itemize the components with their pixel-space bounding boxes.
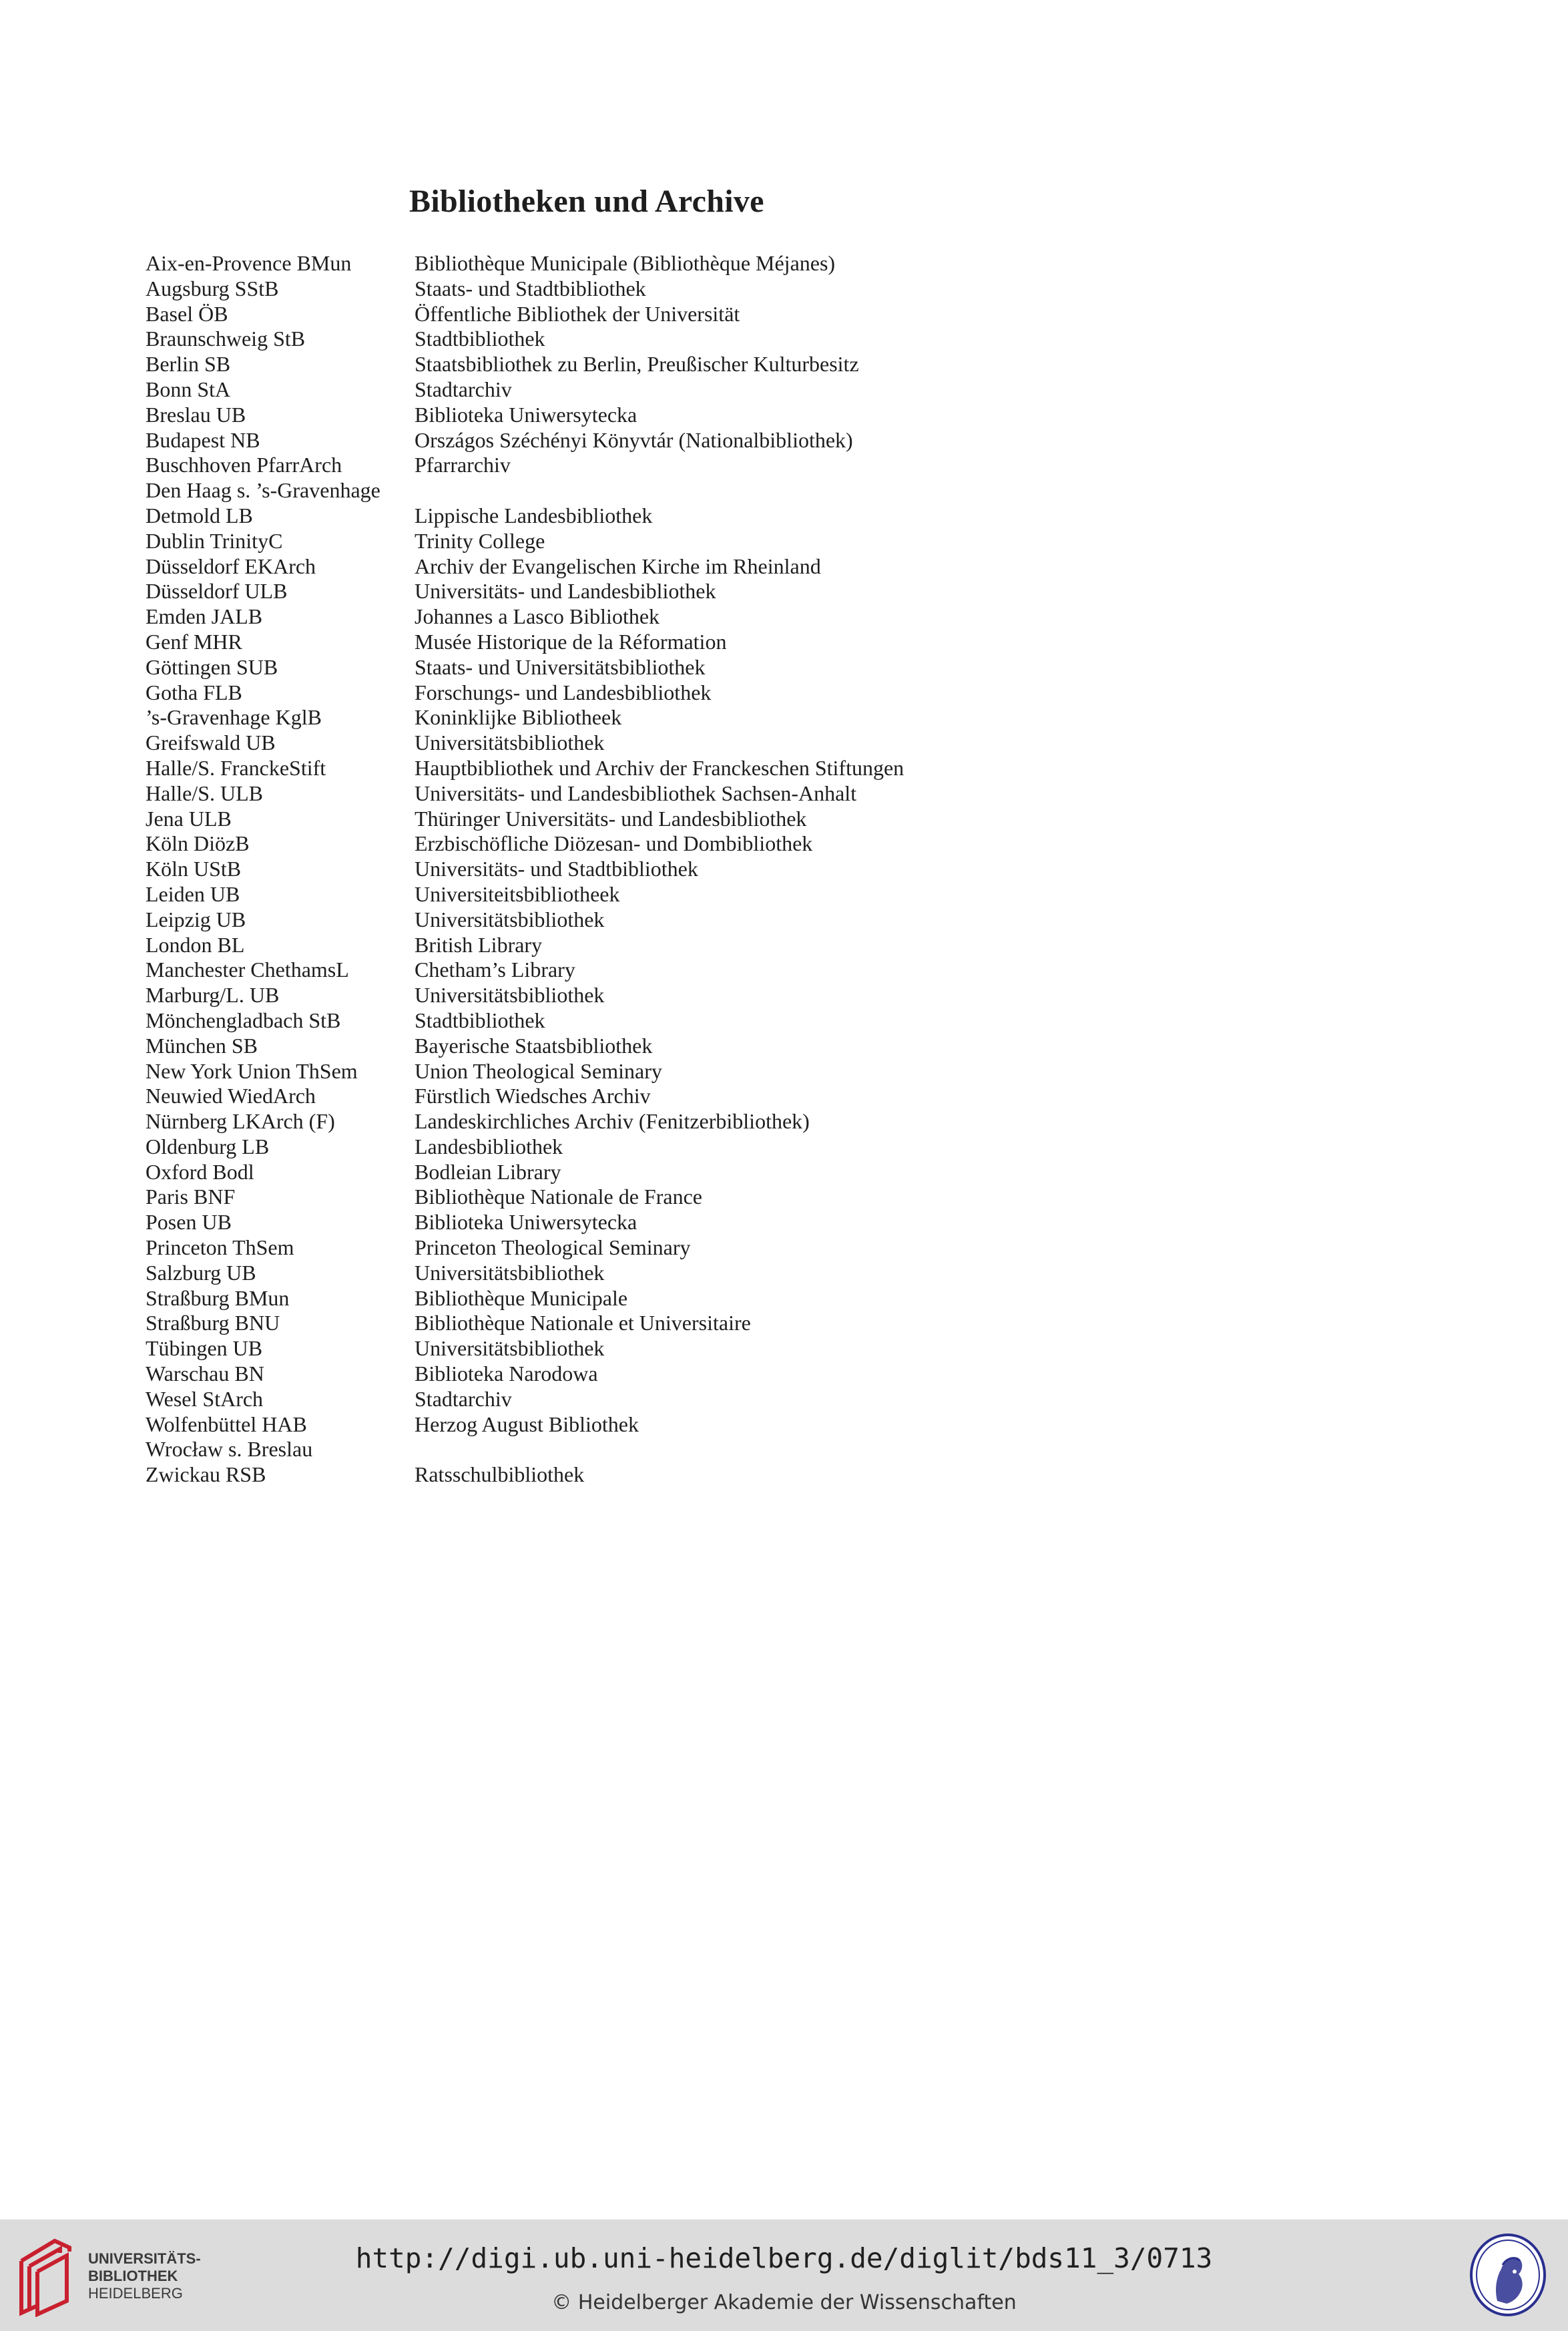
list-item [146, 1134, 1280, 1160]
library-abbreviation: Salzburg UB [146, 1260, 256, 1285]
library-full-name: Staatsbibliothek zu Berlin, Preußischer Kulturbesitz [415, 352, 859, 377]
library-abbreviation: Zwickau RSB [146, 1462, 266, 1487]
list-item [146, 503, 1280, 529]
footer-bar [0, 2219, 1568, 2331]
library-abbreviation: Budapest NB [146, 427, 260, 452]
library-full-name: Országos Széchényi Könyvtár (Nationalbibliothek) [415, 427, 853, 452]
logo-line-1: UNIVERSITÄTS- [88, 2250, 201, 2267]
list-item [146, 983, 1280, 1008]
list-item [146, 630, 1280, 655]
list-item [146, 1286, 1280, 1311]
library-abbreviation: Oxford Bodl [146, 1159, 254, 1184]
list-item [146, 1185, 1280, 1210]
library-full-name: Bayerische Staatsbibliothek [415, 1033, 653, 1058]
list-item [146, 958, 1280, 983]
library-abbreviation: Buschhoven PfarrArch [146, 453, 342, 477]
library-abbreviation: London BL [146, 932, 245, 957]
list-item [146, 251, 1280, 276]
library-abbreviation: Nürnberg LKArch (F) [146, 1109, 335, 1134]
page-title: Bibliotheken und Archive [409, 184, 764, 220]
library-full-name: Bibliothèque Nationale de France [415, 1185, 702, 1209]
library-abbreviation: Basel ÖB [146, 301, 228, 326]
library-abbreviation: Genf MHR [146, 629, 242, 654]
library-abbreviation: Dublin TrinityC [146, 528, 283, 553]
library-abbreviation: Jena ULB [146, 806, 232, 831]
library-abbreviation: Leiden UB [146, 881, 240, 906]
list-item [146, 302, 1280, 327]
list-item [146, 276, 1280, 302]
library-full-name: Union Theological Seminary [415, 1058, 662, 1083]
list-item [146, 579, 1280, 604]
library-abbreviation: Neuwied WiedArch [146, 1084, 316, 1108]
list-item [146, 1387, 1280, 1412]
library-full-name: Universitäts- und Landesbibliothek [415, 579, 716, 604]
library-list [146, 251, 1280, 1488]
library-full-name: Universitätsbibliothek [415, 983, 605, 1008]
library-full-name: Thüringer Universitäts- und Landesbibliothek [415, 806, 807, 831]
library-full-name: Bodleian Library [415, 1159, 561, 1184]
library-abbreviation: Bonn StA [146, 377, 231, 401]
list-item [146, 807, 1280, 832]
library-abbreviation: Oldenburg LB [146, 1134, 270, 1158]
library-full-name: Stadtbibliothek [415, 1008, 545, 1032]
library-abbreviation: Gotha FLB [146, 680, 242, 704]
library-abbreviation: Halle/S. FranckeStift [146, 755, 326, 780]
library-full-name: Erzbischöfliche Diözesan- und Dombibliothek [415, 831, 813, 856]
library-abbreviation: Warschau BN [146, 1361, 264, 1386]
list-item [146, 1034, 1280, 1059]
list-item [146, 831, 1280, 857]
library-full-name: Koninklijke Bibliotheek [415, 705, 622, 730]
library-full-name: British Library [415, 932, 543, 957]
library-full-name: Bibliothèque Municipale (Bibliothèque Méjanes) [415, 251, 836, 275]
list-item [146, 655, 1280, 680]
library-full-name: Stadtarchiv [415, 377, 512, 401]
library-full-name: Bibliothèque Nationale et Universitaire [415, 1311, 751, 1335]
library-abbreviation: Aix-en-Provence BMun [146, 251, 352, 275]
list-item [146, 730, 1280, 756]
library-abbreviation: Manchester ChethamsL [146, 958, 349, 982]
library-full-name: Fürstlich Wiedsches Archiv [415, 1084, 651, 1108]
library-abbreviation: Princeton ThSem [146, 1235, 294, 1260]
list-item [146, 705, 1280, 730]
library-full-name: Landesbibliothek [415, 1134, 563, 1158]
list-item [146, 1361, 1280, 1387]
library-abbreviation: Braunschweig StB [146, 327, 306, 351]
library-abbreviation: Halle/S. ULB [146, 781, 263, 805]
library-abbreviation: Tübingen UB [146, 1336, 263, 1361]
list-item [146, 377, 1280, 403]
library-full-name: Universitätsbibliothek [415, 1336, 605, 1361]
list-item [146, 857, 1280, 882]
library-abbreviation: Köln UStB [146, 857, 242, 881]
library-full-name: Princeton Theological Seminary [415, 1235, 691, 1260]
library-full-name: Universitäts- und Stadtbibliothek [415, 857, 698, 881]
library-full-name: Stadtarchiv [415, 1386, 512, 1411]
list-item [146, 403, 1280, 428]
list-item [146, 428, 1280, 453]
library-abbreviation: Mönchengladbach StB [146, 1008, 341, 1032]
library-full-name: Chetham’s Library [415, 958, 575, 982]
list-item [146, 529, 1280, 554]
library-abbreviation: ’s-Gravenhage KglB [146, 705, 322, 730]
library-abbreviation: Greifswald UB [146, 730, 276, 755]
list-item [146, 1160, 1280, 1185]
library-full-name: Musée Historique de la Réformation [415, 629, 727, 654]
library-abbreviation: Straßburg BMun [146, 1285, 290, 1310]
library-abbreviation: Detmold LB [146, 503, 253, 527]
library-abbreviation: Düsseldorf ULB [146, 579, 288, 604]
library-full-name: Staats- und Stadtbibliothek [415, 276, 646, 300]
library-abbreviation: Wesel StArch [146, 1386, 264, 1411]
library-full-name: Lippische Landesbibliothek [415, 503, 653, 527]
library-full-name: Öffentliche Bibliothek der Universität [415, 301, 740, 326]
library-full-name: Archiv der Evangelischen Kirche im Rheinland [415, 554, 821, 578]
list-item [146, 1311, 1280, 1336]
library-abbreviation: Leipzig UB [146, 907, 246, 931]
list-item [146, 1235, 1280, 1261]
list-item [146, 882, 1280, 907]
list-item [146, 1008, 1280, 1034]
logo-line-2: BIBLIOTHEK [88, 2268, 178, 2284]
library-full-name: Ratsschulbibliothek [415, 1462, 585, 1487]
library-abbreviation: Posen UB [146, 1210, 232, 1235]
library-full-name: Herzog August Bibliothek [415, 1412, 639, 1436]
library-full-name: Staats- und Universitätsbibliothek [415, 654, 706, 679]
library-full-name: Stadtbibliothek [415, 327, 545, 351]
list-item [146, 478, 1280, 503]
list-item [146, 781, 1280, 807]
list-item [146, 1109, 1280, 1134]
list-item [146, 1336, 1280, 1361]
library-full-name: Forschungs- und Landesbibliothek [415, 680, 712, 704]
list-item [146, 1084, 1280, 1109]
library-full-name: Bibliothèque Municipale [415, 1285, 628, 1310]
academy-seal-icon [1468, 2232, 1548, 2318]
library-full-name: Universitätsbibliothek [415, 907, 605, 931]
list-item [146, 1412, 1280, 1438]
library-abbreviation: Den Haag s. ’s-Gravenhage [146, 478, 380, 503]
list-item [146, 453, 1280, 478]
library-abbreviation: Paris BNF [146, 1185, 236, 1209]
list-item [146, 933, 1280, 958]
library-abbreviation: Wolfenbüttel HAB [146, 1412, 307, 1436]
library-abbreviation: Wrocław s. Breslau [146, 1437, 313, 1462]
library-full-name: Landeskirchliches Archiv (Fenitzerbibliothek) [415, 1109, 810, 1134]
list-item [146, 756, 1280, 781]
list-item [146, 1210, 1280, 1235]
library-full-name: Biblioteka Uniwersytecka [415, 1210, 637, 1235]
list-item [146, 554, 1280, 580]
list-item [146, 327, 1280, 352]
library-full-name: Universiteitsbibliotheek [415, 881, 620, 906]
permalink-url[interactable]: http://digi.ub.uni-heidelberg.de/diglit/bds11_3/0713 [355, 2242, 1213, 2274]
library-full-name: Biblioteka Uniwersytecka [415, 402, 637, 427]
list-item [146, 1261, 1280, 1286]
logo-line-3: HEIDELBERG [88, 2285, 183, 2302]
library-full-name: Pfarrarchiv [415, 453, 511, 477]
library-abbreviation: Breslau UB [146, 402, 246, 427]
library-abbreviation: Marburg/L. UB [146, 983, 280, 1008]
list-item [146, 352, 1280, 377]
list-item [146, 1462, 1280, 1488]
library-abbreviation: München SB [146, 1033, 258, 1058]
library-full-name: Johannes a Lasco Bibliothek [415, 604, 660, 629]
library-abbreviation: Berlin SB [146, 352, 231, 377]
library-abbreviation: Düsseldorf EKArch [146, 554, 316, 578]
library-full-name: Universitätsbibliothek [415, 730, 605, 755]
library-abbreviation: Augsburg SStB [146, 276, 279, 300]
list-item [146, 907, 1280, 933]
list-item [146, 680, 1280, 706]
library-full-name: Universitätsbibliothek [415, 1260, 605, 1285]
library-full-name: Trinity College [415, 528, 545, 553]
list-item [146, 604, 1280, 630]
library-full-name: Universitäts- und Landesbibliothek Sachsen-Anhalt [415, 781, 857, 805]
copyright-notice: © Heidelberger Akademie der Wissenschaften [551, 2291, 1017, 2314]
library-abbreviation: Göttingen SUB [146, 654, 278, 679]
library-abbreviation: New York Union ThSem [146, 1058, 358, 1083]
library-full-name: Biblioteka Narodowa [415, 1361, 598, 1386]
library-full-name: Hauptbibliothek und Archiv der Franckeschen Stiftungen [415, 755, 904, 780]
list-item [146, 1059, 1280, 1084]
library-abbreviation: Köln DiözB [146, 831, 250, 856]
library-abbreviation: Straßburg BNU [146, 1311, 280, 1335]
library-abbreviation: Emden JALB [146, 604, 263, 629]
list-item [146, 1437, 1280, 1462]
